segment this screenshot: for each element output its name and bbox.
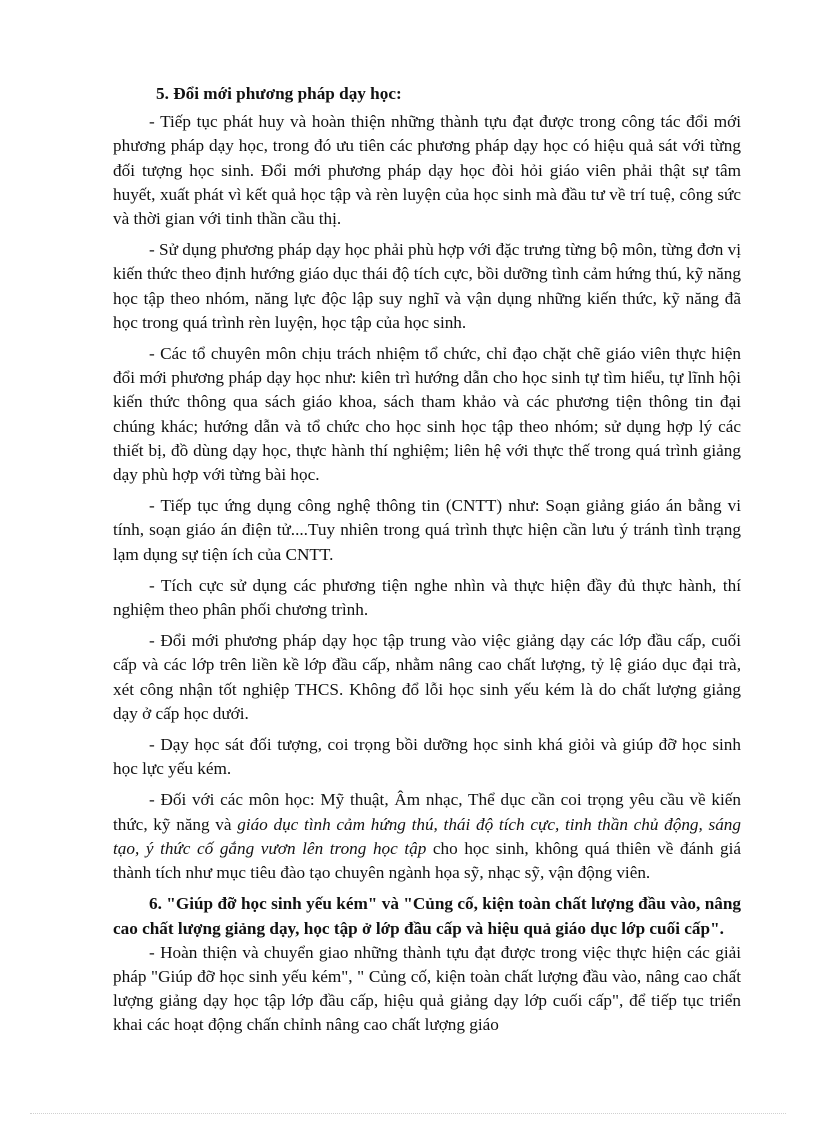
arts-text-italic: giáo dục tình cảm hứng thú, thái độ tích cực, tinh thần chủ động, sáng tạo, ý thức cố gắng vươn lên trong học tập bbox=[113, 814, 741, 858]
paragraph-2: - Sử dụng phương pháp dạy học phải phù hợp với đặc trưng từng bộ môn, từng đơn vị kiến thức theo định hướng giáo dục thái độ tích cực, bồi dưỡng tình cảm hứng thú, kỹ năng học tập theo nhóm, năng lực độc lập suy nghĩ và vận dụng những kiến thức, kỹ năng đã học trong quá trình rèn luyện, học tập của học sinh. bbox=[113, 240, 741, 332]
section-5-heading: 5. Đổi mới phương pháp dạy học: bbox=[156, 84, 402, 103]
arts-text-before: - Đối với các môn học: Mỹ thuật, Âm nhạc, Thể dục cần coi trọng yêu cầu về kiến thức, kỹ năng và bbox=[113, 790, 741, 834]
paragraph-7: - Dạy học sát đối tượng, coi trọng bồi dưỡng học sinh khá giỏi và giúp đỡ học sinh học lực yếu kém. bbox=[113, 735, 741, 779]
document-body bbox=[113, 82, 741, 1045]
arts-text-after: cho học sinh, không quá thiên về đánh giá thành tích như mục tiêu đào tạo chuyên ngành họa sỹ, nhạc sỹ, vận động viên. bbox=[113, 838, 741, 883]
paragraph-arts bbox=[113, 788, 741, 885]
paragraph-4: - Tiếp tục ứng dụng công nghệ thông tin (CNTT) như: Soạn giảng giáo án bằng vi tính, soạn giáo án điện tử....Tuy nhiên trong quá trình thực hiện cần lưu ý tránh tình trạng lạm dụng sự tiện ích của CNTT. bbox=[113, 496, 741, 564]
paragraph-3: - Các tổ chuyên môn chịu trách nhiệm tổ chức, chỉ đạo chặt chẽ giáo viên thực hiện đổi mới phương pháp dạy học như: kiên trì hướng dẫn cho học sinh tự tìm hiểu, tự lĩnh hội kiến thức thông qua sách giáo khoa, sách tham khảo và các phương tiện thông tin đại chúng khác; hướng dẫn và tổ chức cho học sinh học tập theo nhóm; sử dụng hợp lý các thiết bị, đồ dùng dạy học, thực hành thí nghiệm; liên hệ với thực thế trong quá trình giảng dạy phù hợp với từng bài học. bbox=[113, 344, 741, 485]
paragraph-6: - Đổi mới phương pháp dạy học tập trung vào việc giảng dạy các lớp đầu cấp, cuối cấp và các lớp trên liền kề lớp đầu cấp, nhằm nâng cao chất lượng, tỷ lệ giáo dục đại trà, xét công nhận tốt nghiệp THCS. Không đổ lỗi học sinh yếu kém là do chất lượng giảng dạy ở cấp học dưới. bbox=[113, 631, 741, 723]
page-bottom-rule bbox=[30, 1113, 786, 1114]
paragraph-1: - Tiếp tục phát huy và hoàn thiện những thành tựu đạt được trong công tác đổi mới phương pháp dạy học, trong đó ưu tiên các phương pháp dạy học có hiệu quả sát với từng đối tượng học sinh. Đổi mới phương pháp dạy học đòi hỏi giáo viên phải thật sự tâm huyết, xuất phát vì kết quả học tập và rèn luyện của học sinh mà đầu tư về trí tuệ, công sức và thời gian với tinh thần cầu thị. bbox=[113, 112, 741, 229]
section-6-heading: 6. "Giúp đỡ học sinh yếu kém" và "Củng cố, kiện toàn chất lượng đầu vào, nâng cao chất lượng giảng dạy, học tập ở lớp đầu cấp và hiệu quả giáo dục lớp cuối cấp". bbox=[113, 894, 741, 938]
paragraph-section-6: - Hoàn thiện và chuyển giao những thành tựu đạt được trong việc thực hiện các giải pháp "Giúp đỡ học sinh yếu kém", " Củng cố, kiện toàn chất lượng đầu vào, nâng cao chất lượng giảng dạy học tập lớp đầu cấp, hiệu quả giảng dạy lớp cuối cấp", để tiếp tục triển khai các hoạt động chấn chỉnh nâng cao chất lượng giáo bbox=[113, 942, 741, 1035]
paragraph-5: - Tích cực sử dụng các phương tiện nghe nhìn và thực hiện đầy đủ thực hành, thí nghiệm theo phân phối chương trình. bbox=[113, 575, 741, 620]
